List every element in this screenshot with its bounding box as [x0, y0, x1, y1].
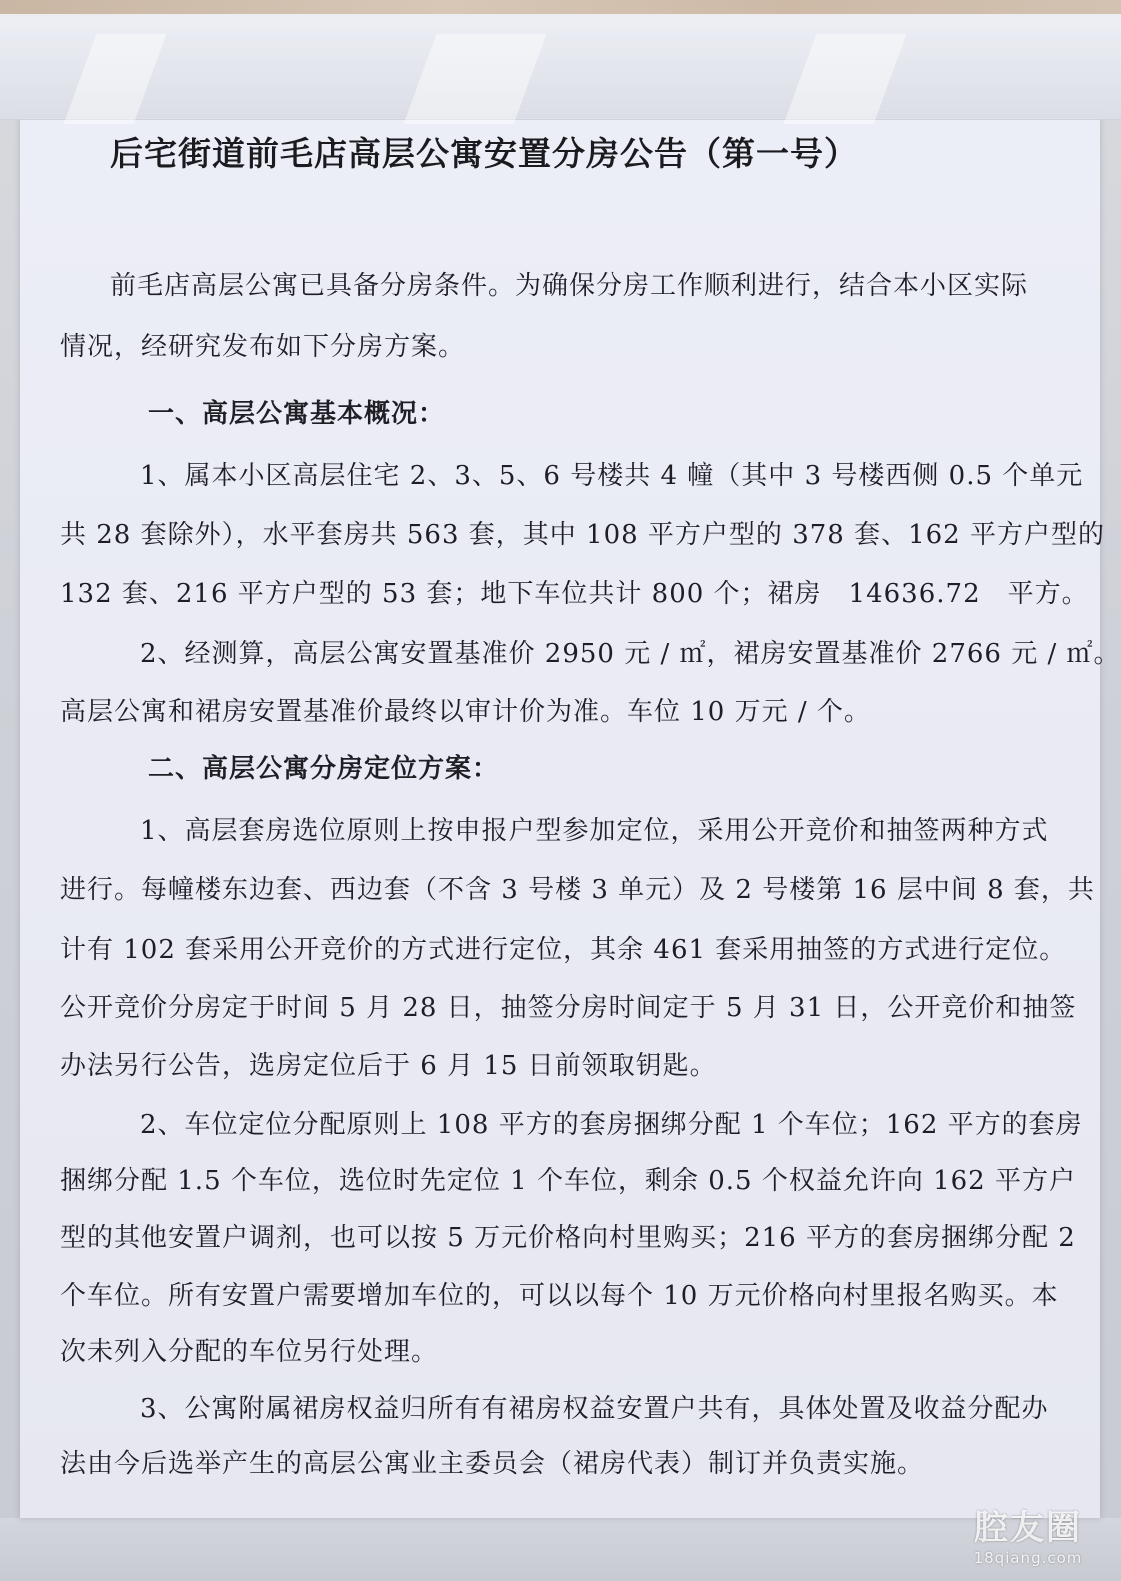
section-2-item-2-line: 个车位。所有安置户需要增加车位的，可以以每个 10 万元价格向村里报名购买。本: [60, 1281, 1059, 1311]
notice-title: 后宅街道前毛店高层公寓安置分房公告（第一号）: [110, 134, 858, 173]
section-1-item-1-line: 1、属本小区高层住宅 2、3、5、6 号楼共 4 幢（其中 3 号楼西侧 0.5 个单元: [140, 461, 1084, 491]
site-watermark: [953, 1500, 1103, 1567]
section-2-item-1-line: 办法另行公告，选房定位后于 6 月 15 日前领取钥匙。: [60, 1051, 717, 1081]
section-2-heading: 二、高层公寓分房定位方案：: [148, 754, 500, 784]
section-2-item-2-line: 次未列入分配的车位另行处理。: [60, 1337, 439, 1367]
section-2-item-2-line: 2、车位定位分配原则上 108 平方的套房捆绑分配 1 个车位；162 平方的套房: [140, 1110, 1083, 1140]
plastic-fold: [64, 34, 167, 124]
section-2-item-2-line: 型的其他安置户调剂，也可以按 5 万元价格向村里购买；216 平方的套房捆绑分配 2: [60, 1223, 1076, 1253]
section-1-item-2-line: 2、经测算，高层公寓安置基准价 2950 元 / ㎡，裙房安置基准价 2766 元 / ㎡。: [140, 639, 1121, 669]
plastic-fold: [784, 34, 907, 124]
section-2-item-3-line: 3、公寓附属裙房权益归所有有裙房权益安置户共有，具体处置及收益分配办: [140, 1394, 1049, 1424]
section-2-item-1-line: 计有 102 套采用公开竞价的方式进行定位，其余 461 套采用抽签的方式进行定位。: [60, 935, 1067, 965]
section-1-heading: 一、高层公寓基本概况：: [148, 399, 446, 429]
section-2-item-3-line: 法由今后选举产生的高层公寓业主委员会（裙房代表）制订并负责实施。: [60, 1449, 925, 1479]
plastic-fold: [404, 34, 547, 124]
watermark-url: 18qiang.com: [973, 1549, 1083, 1567]
section-1-item-1-line: 132 套、216 平方户型的 53 套；地下车位共计 800 个；裙房 14636.72 平方。: [60, 579, 1089, 609]
intro-line: 情况，经研究发布如下分房方案。: [60, 332, 466, 362]
section-2-item-1-line: 进行。每幢楼东边套、西边套（不含 3 号楼 3 单元）及 2 号楼第 16 层中间 8 套，共: [60, 875, 1095, 905]
section-2-item-1-line: 公开竞价分房定于时间 5 月 28 日，抽签分房时间定于 5 月 31 日，公开竞价和抽签: [60, 993, 1077, 1023]
section-1-item-2-line: 高层公寓和裙房安置基准价最终以审计价为准。车位 10 万元 / 个。: [60, 697, 871, 727]
intro-line: 前毛店高层公寓已具备分房条件。为确保分房工作顺利进行，结合本小区实际: [110, 271, 1029, 301]
protective-plastic-cover: [0, 14, 1121, 120]
section-2-item-1-line: 1、高层套房选位原则上按申报户型参加定位，采用公开竞价和抽签两种方式: [140, 816, 1049, 846]
section-2-item-2-line: 捆绑分配 1.5 个车位，选位时先定位 1 个车位，剩余 0.5 个权益允许向 162 平方户: [60, 1166, 1076, 1196]
section-1-item-1-line: 共 28 套除外），水平套房共 563 套，其中 108 平方户型的 378 套、162 平方户型的: [60, 520, 1105, 550]
watermark-logo-text: 腔友圈: [974, 1508, 1082, 1548]
